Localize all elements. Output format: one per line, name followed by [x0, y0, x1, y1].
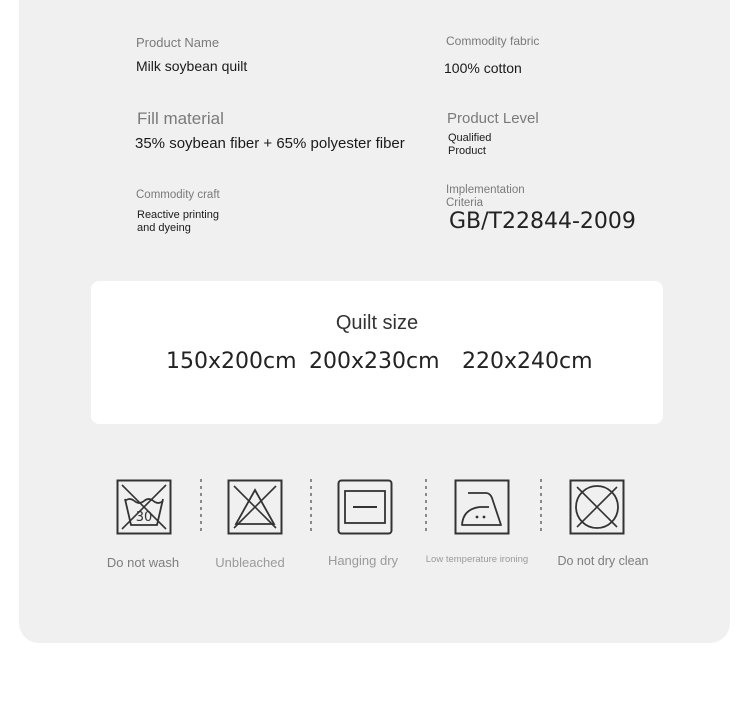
no-dry-clean-icon [569, 479, 625, 535]
care-label: Do not wash [106, 555, 180, 570]
level-value [448, 132, 491, 158]
fabric-label: Commodity fabric [446, 34, 540, 48]
no-bleach-icon [227, 479, 283, 535]
product-name-label: Product Name [136, 35, 220, 50]
criteria-value: GB/T22844-2009 [449, 209, 636, 234]
craft-value-line1: Reactive printing [137, 209, 219, 221]
care-divider [310, 479, 312, 535]
criteria-label-line2: Criteria [446, 197, 484, 209]
care-divider [200, 479, 202, 535]
quilt-size-option: 150x200cm [166, 349, 297, 374]
care-divider [540, 479, 542, 535]
quilt-size-title: Quilt size [335, 312, 419, 334]
wash-30-icon [116, 479, 172, 535]
care-label: Unbleached [215, 555, 285, 570]
level-value-line2: Product [448, 145, 486, 157]
craft-value-line2: and dyeing [137, 222, 191, 234]
craft-value [137, 209, 219, 235]
low-temp-iron-icon [454, 479, 510, 535]
criteria-label-line1: Implementation [446, 184, 525, 196]
hanging-dry-icon [337, 479, 393, 535]
craft-label: Commodity craft [136, 189, 220, 201]
svg-text:30: 30 [135, 510, 153, 525]
care-label: Hanging dry [327, 553, 399, 568]
care-divider [425, 479, 427, 535]
criteria-label [446, 184, 525, 210]
quilt-size-option: 200x230cm [309, 349, 440, 374]
quilt-size-panel [91, 281, 663, 424]
fabric-value: 100% cotton [444, 60, 522, 76]
product-name-value: Milk soybean quilt [136, 58, 248, 74]
fill-label: Fill material [137, 109, 224, 128]
care-label: Do not dry clean [557, 554, 649, 568]
care-label: Low temperature ironing [425, 554, 529, 565]
level-value-line1: Qualified [448, 132, 492, 144]
level-label: Product Level [447, 110, 539, 127]
quilt-size-option: 220x240cm [462, 349, 593, 374]
fill-value: 35% soybean fiber + 65% polyester fiber [135, 135, 405, 152]
